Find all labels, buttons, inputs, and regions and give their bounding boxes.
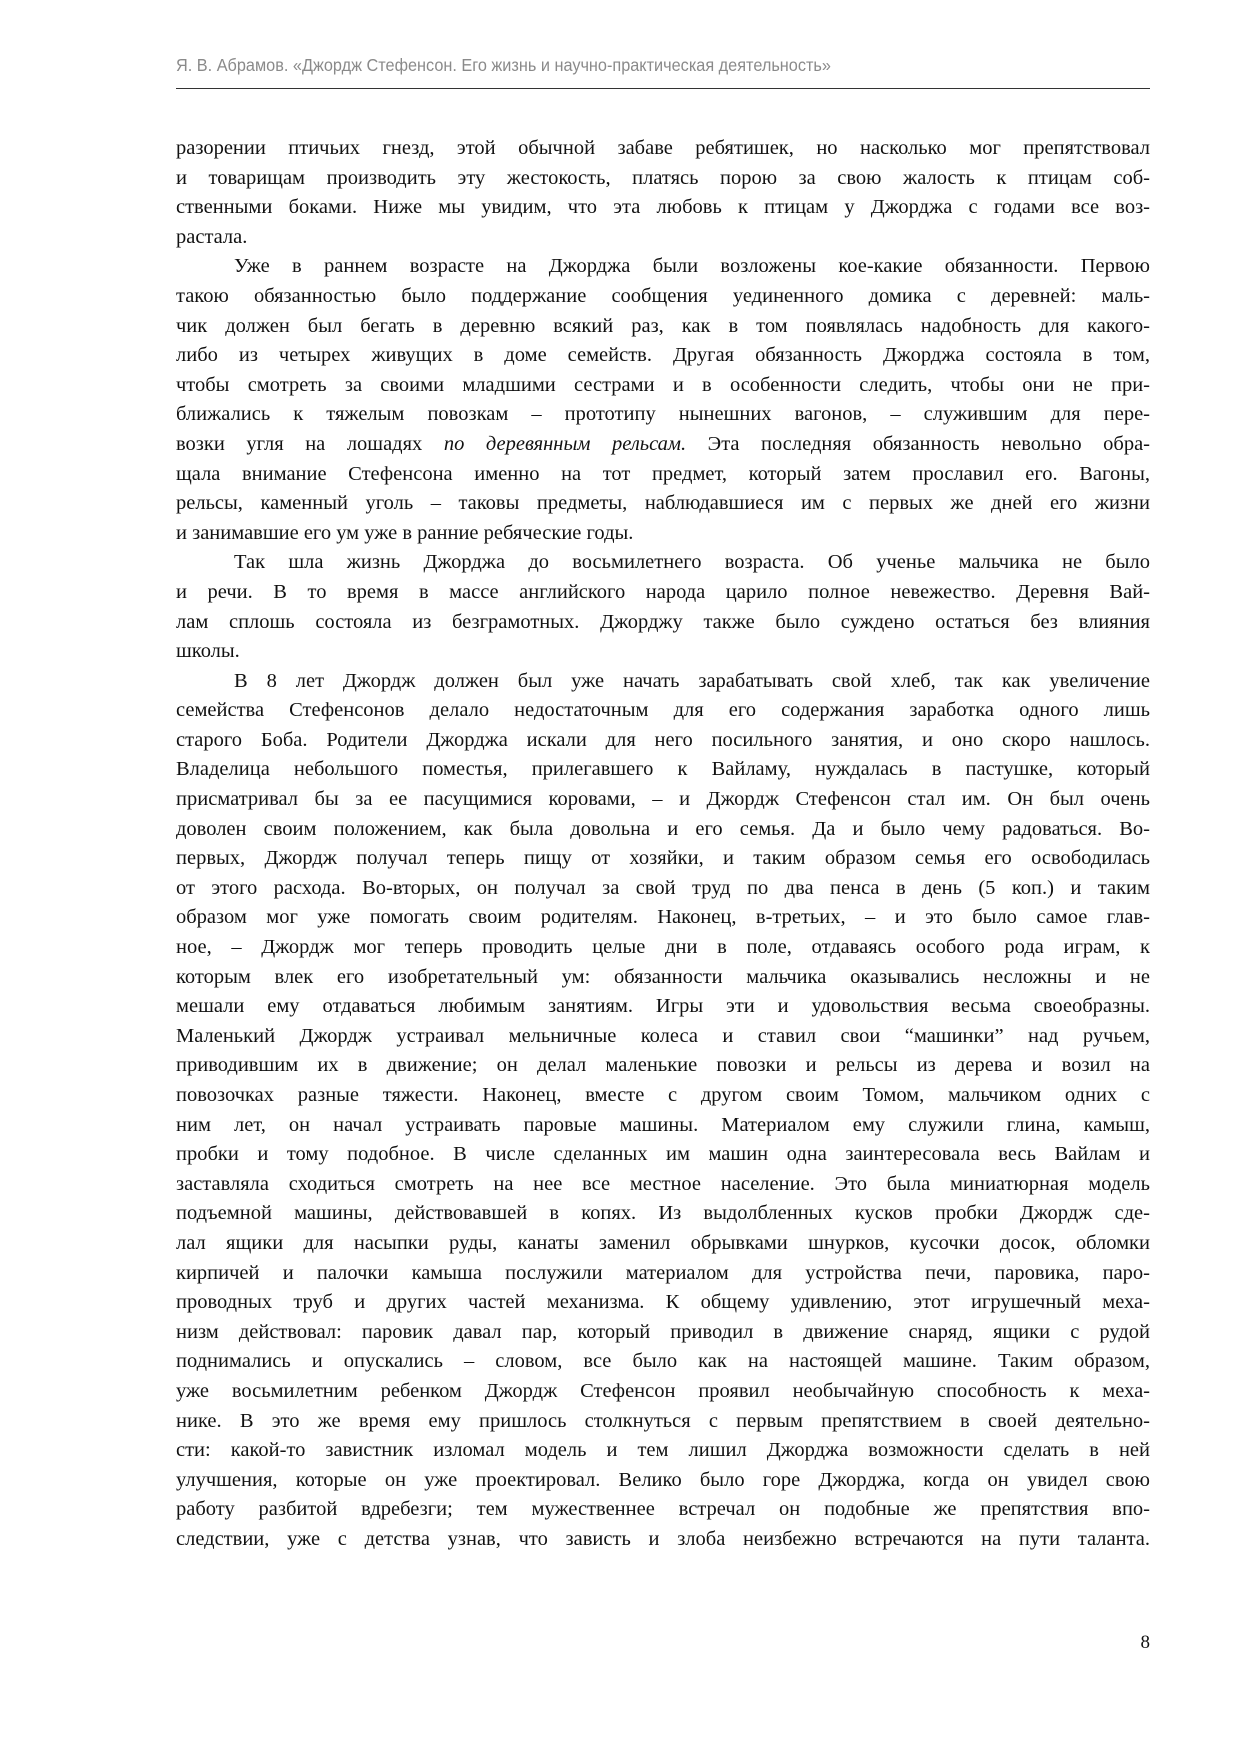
text-line: и речи. В то время в массе английского народа царило полное невежество. Деревня Вай- <box>176 580 1150 603</box>
text-line: чтобы смотреть за своими младшими сестрами и в особенности следить, чтобы они не при- <box>176 373 1150 396</box>
paragraph <box>176 548 1150 666</box>
text-line: низм действовал: паровик давал пар, который приводил в движение снаряд, ящики с рудой <box>176 1320 1150 1343</box>
text-line: кирпичей и палочки камыша послужили материалом для устройства печи, паровика, паро- <box>176 1261 1150 1284</box>
text-line: и товарищам производить эту жестокость, платясь порою за свою жалость к птицам соб- <box>176 166 1150 189</box>
text-line: такою обязанностью было поддержание сообщения уединенного домика с деревней: маль- <box>176 284 1150 307</box>
text-line: улучшения, которые он уже проектировал. Велико было горе Джорджа, когда он увидел свою <box>176 1468 1150 1491</box>
paragraph <box>176 667 1150 1555</box>
text-line: сти: какой-то завистник изломал модель и тем лишил Джорджа возможности сделать в ней <box>176 1439 1150 1462</box>
running-header-title: Я. В. Абрамов. «Джордж Стефенсон. Его жизнь и научно-практическая деятельность» <box>176 55 831 75</box>
text-line: приводившим их в движение; он делал маленькие повозки и рельсы из дерева и возил на <box>176 1054 1150 1077</box>
text-line: подъемной машины, действовавшей в копях. Из выдолбленных кусков пробки Джордж сде- <box>176 1202 1150 1225</box>
body-text <box>176 134 1150 1555</box>
text-line: растала. <box>176 225 248 248</box>
text-line: Так шла жизнь Джорджа до восьмилетнего возраста. Об ученье мальчика не было <box>234 551 1150 574</box>
text-line: лам сплошь состояла из безграмотных. Джорджу также было суждено остаться без влияния <box>176 610 1150 633</box>
text-line: Маленький Джордж устраивал мельничные колеса и ставил свои “машинки” над ручьем, <box>176 1024 1150 1047</box>
text-line: ним лет, он начал устраивать паровые машины. Материалом ему служили глина, камыш, <box>176 1113 1150 1136</box>
text-line: уже восьмилетним ребенком Джордж Стефенсон проявил необычайную способность к меха- <box>176 1379 1150 1402</box>
text-line: семейства Стефенсонов делало недостаточным для его содержания заработка одного лишь <box>176 699 1150 722</box>
text-line: мешали ему отдаваться любимым занятиям. Игры эти и удовольствия весьма своеобразны. <box>176 995 1150 1018</box>
text-line: щала внимание Стефенсона именно на тот предмет, который затем прославил его. Вагоны, <box>176 462 1150 485</box>
text-line: от этого расхода. Во-вторых, он получал за свой труд по два пенса в день (5 коп.) и таким <box>176 876 1150 899</box>
text-line: В 8 лет Джордж должен был уже начать зарабатывать свой хлеб, так как увеличение <box>234 669 1150 692</box>
italic-phrase: по деревянным рельсам. <box>443 432 687 455</box>
text-line: образом мог уже помогать своим родителям. Наконец, в-третьих, – и это было самое глав- <box>176 906 1150 929</box>
text-line: нике. В это же время ему пришлось столкнуться с первым препятствием в своей деятельно- <box>176 1409 1150 1432</box>
text-segment: Эта последняя обязанность невольно обра- <box>686 432 1150 455</box>
text-line: лал ящики для насыпки руды, канаты заменил обрывками шнурков, кусочки досок, обломки <box>176 1231 1150 1254</box>
text-line: доволен своим положением, как была довольна и его семья. Да и было чему радоваться. Во- <box>176 817 1150 840</box>
text-line: ближались к тяжелым повозкам – прототипу нынешних вагонов, – служившим для пере- <box>176 403 1150 426</box>
text-line <box>176 430 1150 460</box>
text-line: Уже в раннем возрасте на Джорджа были возложены кое-какие обязанности. Первою <box>234 255 1150 278</box>
text-line: следствии, уже с детства узнав, что зависть и злоба неизбежно встречаются на пути таланта. <box>176 1527 1150 1550</box>
text-line: чик должен был бегать в деревню всякий раз, как в том появлялась надобность для какого- <box>176 314 1150 337</box>
text-line: поднимались и опускались – словом, все было как на настоящей машине. Таким образом, <box>176 1350 1150 1373</box>
text-line: и занимавшие его ум уже в ранние ребяческие годы. <box>176 521 634 544</box>
text-line: Владелица небольшого поместья, прилегавшего к Вайламу, нуждалась в пастушке, который <box>176 758 1150 781</box>
text-line: школы. <box>176 640 240 663</box>
paragraph <box>176 134 1150 252</box>
text-line: ственными боками. Ниже мы увидим, что эта любовь к птицам у Джорджа с годами все воз- <box>176 196 1150 219</box>
text-line: которым влек его изобретательный ум: обязанности мальчика оказывались несложны и не <box>176 965 1150 988</box>
text-segment: возки угля на лошадях <box>176 432 444 455</box>
header-divider <box>176 88 1150 89</box>
text-line: разорении птичьих гнезд, этой обычной забаве ребятишек, но насколько мог препятствовал <box>176 137 1150 159</box>
text-line: первых, Джордж получал теперь пищу от хозяйки, и таким образом семья его освободилась <box>176 847 1150 870</box>
text-line: работу разбитой вдребезги; тем мужественнее встречал он подобные же препятствия впо- <box>176 1498 1150 1521</box>
text-line: проводных труб и других частей механизма. К общему удивлению, этот игрушечный меха- <box>176 1291 1150 1314</box>
page-number: 8 <box>1140 1632 1150 1653</box>
text-line: повозочках разные тяжести. Наконец, вместе с другом своим Томом, мальчиком одних с <box>176 1084 1150 1106</box>
text-line: ное, – Джордж мог теперь проводить целые дни в поле, отдаваясь особого рода играм, к <box>176 936 1150 959</box>
text-line: заставляла сходиться смотреть на нее все местное население. Это была миниатюрная модель <box>176 1172 1150 1195</box>
text-line: пробки и тому подобное. В числе сделанных им машин одна заинтересовала весь Вайлам и <box>176 1143 1150 1166</box>
text-line: рельсы, каменный уголь – таковы предметы, наблюдавшиеся им с первых же дней его жизни <box>176 492 1150 515</box>
paragraph <box>176 252 1150 548</box>
text-line: старого Боба. Родители Джорджа искали для него посильного занятия, и оно скоро нашлось. <box>176 728 1150 751</box>
text-line: либо из четырех живущих в доме семейств. Другая обязанность Джорджа состояла в том, <box>176 344 1150 367</box>
text-line: присматривал бы за ее пасущимися коровами, – и Джордж Стефенсон стал им. Он был очень <box>176 788 1150 811</box>
